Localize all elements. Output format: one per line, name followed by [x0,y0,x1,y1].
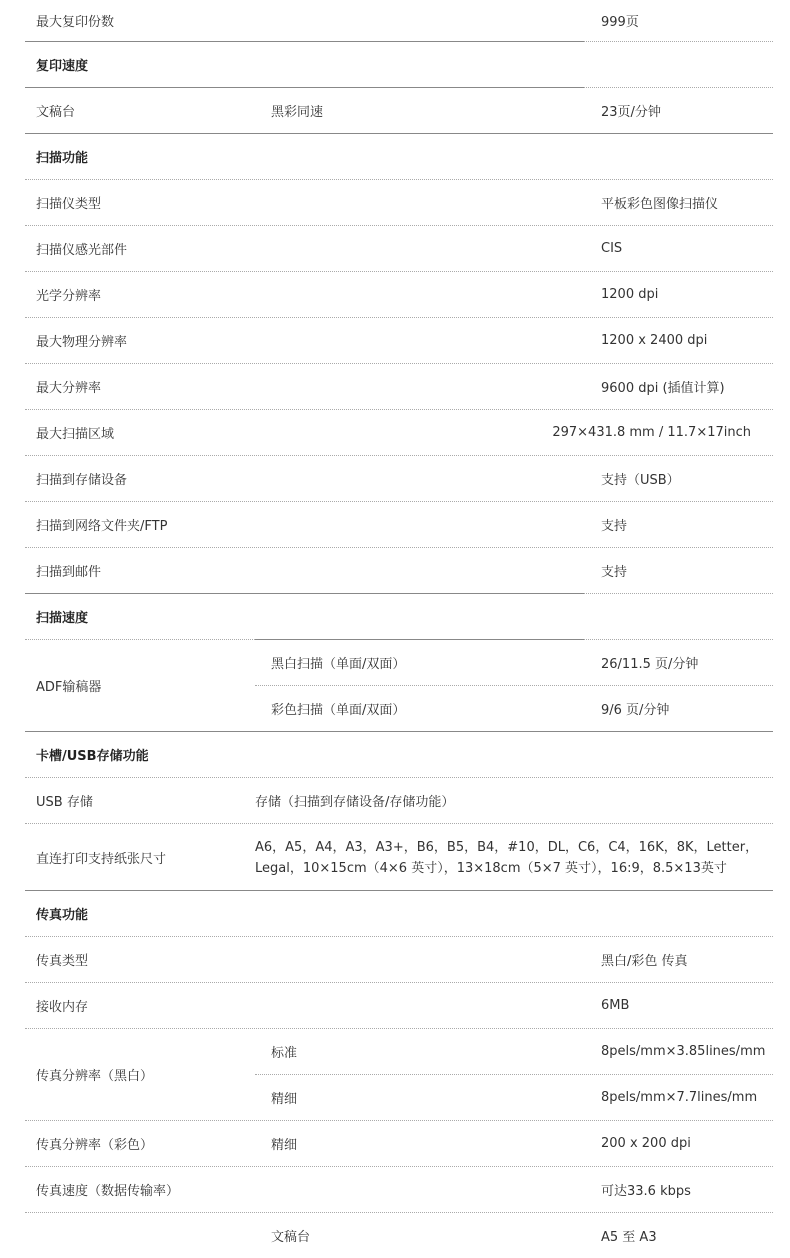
row-value: 8pels/mm×3.85lines/mm [601,1044,766,1059]
row-value: 9/6 页/分钟 [601,703,670,718]
row-label: ADF输稿器 [36,680,102,695]
row-value: 9600 dpi (插值计算) [601,381,725,396]
row-platen [25,88,773,134]
section-header-card-usb [25,732,773,778]
row-label: 最大物理分辨率 [36,335,128,350]
fax-bw-fine-subrow [255,1075,773,1120]
row-fax-resolution-bw [25,1029,773,1121]
row-value: 1200 dpi [601,287,659,302]
spec-table [25,0,773,1245]
row-label: 最大复印份数 [36,15,115,30]
row-label: 扫描仪感光部件 [36,243,128,258]
row-partial [25,1213,773,1258]
adf-bw-subrow [255,640,773,686]
row-adf [25,640,773,732]
row-scanner-type [25,180,773,226]
row-fax-speed [25,1167,773,1213]
adf-color-subrow [255,686,773,731]
row-sub-label: 黑白扫描（单面/双面） [271,657,406,672]
row-max-copies [25,0,773,41]
row-sub-label: 彩色扫描（单面/双面） [271,703,406,718]
section-header-fax [25,891,773,937]
row-optical-resolution [25,272,773,318]
section-header-scan-speed [25,594,773,639]
section-header-scan [25,134,773,180]
row-scan-to-mail [25,548,773,593]
row-value: 存储（扫描到存储设备/存储功能） [255,795,455,810]
row-label: 扫描到邮件 [36,565,102,580]
row-direct-print-sizes [25,824,773,891]
row-fax-resolution-color [25,1121,773,1167]
row-usb-storage [25,778,773,824]
row-label: 扫描仪类型 [36,197,102,212]
row-sub-label: 文稿台 [271,1230,311,1245]
row-value: CIS [601,241,623,256]
section-header-copy-speed [25,42,773,87]
row-value: 黑白/彩色 传真 [601,954,688,969]
row-receive-memory [25,983,773,1029]
row-value: 23页/分钟 [601,105,661,120]
row-value: 1200 x 2400 dpi [601,333,708,348]
row-value: 支持 [601,565,628,580]
row-label: 直连打印支持纸张尺寸 [36,851,167,867]
row-sub-label: 黑彩同速 [271,105,324,120]
row-scan-to-storage [25,456,773,502]
row-label: 传真分辨率（黑白） [36,1069,154,1084]
row-sub-label: 精细 [271,1138,298,1153]
row-value: 8pels/mm×7.7lines/mm [601,1090,758,1105]
row-scanner-sensor [25,226,773,272]
section-title: 复印速度 [36,59,89,74]
section-title: 传真功能 [36,908,89,923]
row-fax-type [25,937,773,983]
section-title: 扫描功能 [36,151,89,166]
row-label: 光学分辨率 [36,289,102,304]
row-value: 可达33.6 kbps [601,1184,691,1199]
row-label: 扫描到网络文件夹/FTP [36,519,168,534]
fax-bw-standard-subrow [255,1029,773,1075]
row-value: 200 x 200 dpi [601,1136,691,1151]
row-label: 文稿台 [36,105,76,120]
row-value: 297×431.8 mm / 11.7×17inch [552,425,751,440]
section-title: 扫描速度 [36,611,89,626]
row-value: A6，A5，A4，A3，A3+，B6，B5，B4，#10，DL，C6，C4，16K，8K，Letter，Legal，10×15cm（4×6 英寸），13×18cm（5×7 英寸），16:9，8.5×13英寸 [255,840,759,876]
row-label: 接收内存 [36,1000,89,1015]
row-max-physical-resolution [25,318,773,364]
row-label: 最大扫描区域 [36,427,115,442]
row-max-resolution [25,364,773,410]
row-sub-label: 标准 [271,1046,298,1061]
row-max-scan-area [25,410,773,456]
row-sub-label: 精细 [271,1092,298,1107]
row-value: 999页 [601,15,639,30]
row-value: 支持（USB） [601,473,680,488]
row-label: USB 存储 [36,795,93,810]
row-label: 传真速度（数据传输率） [36,1184,180,1199]
row-value: 6MB [601,998,630,1013]
row-label: 传真分辨率（彩色） [36,1138,154,1153]
row-label: 扫描到存储设备 [36,473,128,488]
row-label: 最大分辨率 [36,381,102,396]
row-value: 支持 [601,519,628,534]
row-scan-to-folder [25,502,773,548]
row-value: A5 至 A3 [601,1230,657,1245]
row-label: 传真类型 [36,954,89,969]
section-title: 卡槽/USB存储功能 [36,749,149,764]
row-value: 平板彩色图像扫描仪 [601,197,719,212]
row-value: 26/11.5 页/分钟 [601,657,699,672]
